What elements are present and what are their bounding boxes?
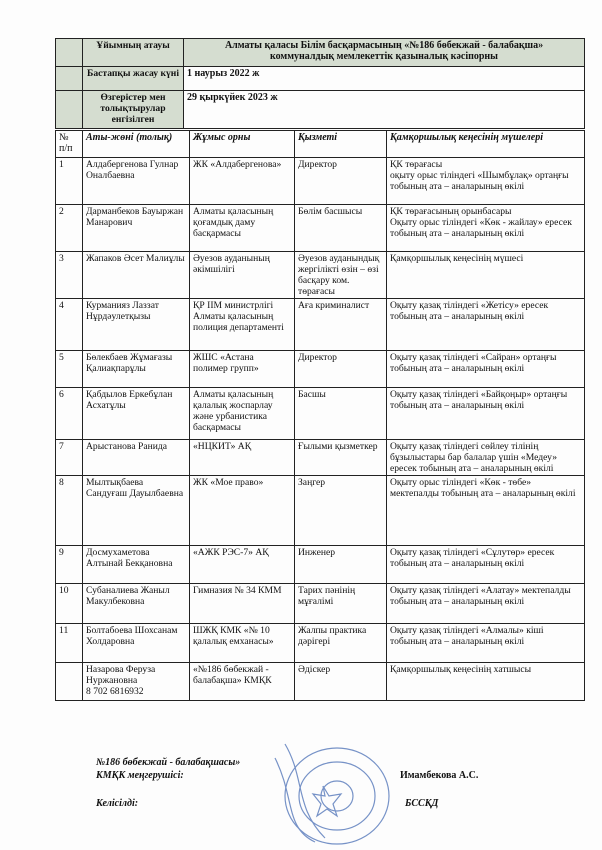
- cell-position: Әуезов ауданындық жергілікті өзін – өзі басқару ком. төрағасы: [295, 252, 387, 299]
- cell-position: Заңгер: [295, 476, 387, 546]
- table-row: [56, 252, 585, 299]
- cell-num: 11: [56, 624, 83, 663]
- cell-work: «НЦКИТ» АҚ: [190, 440, 295, 476]
- cell-name: Мылтықбаева Сандуғаш Дауылбаевна: [83, 476, 190, 546]
- cell-work: Гимназия № 34 КММ: [190, 584, 295, 624]
- cell-role: Оқыту қазақ тіліндегі «Байқоңыр» ортаңғы тобының ата – аналарының өкілі: [387, 388, 585, 440]
- table-row: [56, 476, 585, 546]
- col-header-num: № п/п: [56, 131, 83, 158]
- cell-work: «АЖК РЭС-7» АҚ: [190, 546, 295, 584]
- org-name-line-2: коммуналдық мемлекеттік қазыналық кәсіпорны: [269, 51, 498, 62]
- cell-role: Оқыту қазақ тіліндегі сөйлеу тілінің бұзылыстары бар балалар үшін «Медеу» ересек тобының ата – аналарының өкілі: [387, 440, 585, 476]
- cell-role: Оқыту қазақ тіліндегі «Сайран» ортаңғы тобының ата – аналарының өкілі: [387, 351, 585, 388]
- organization-info-table: [55, 38, 585, 129]
- cell-role: Оқыту қазақ тіліндегі «Алмалы» кіші тобының ата – аналарының өкілі: [387, 624, 585, 663]
- col-header-role: Қамқоршылық кеңесінің мүшелері: [387, 131, 585, 158]
- table-row: [56, 546, 585, 584]
- cell-name: Бөлекбаев Жұмағазы Қалиақпарұлы: [83, 351, 190, 388]
- cell-num: 3: [56, 252, 83, 299]
- table-row: [56, 624, 585, 663]
- cell-num: 1: [56, 158, 83, 205]
- org-name-row: [56, 39, 585, 67]
- org-name-label: Ұйымның атауы: [83, 39, 184, 67]
- cell-position: Аға криминалист: [295, 299, 387, 351]
- col-header-work: Жұмыс орны: [190, 131, 295, 158]
- cell-position: Директор: [295, 351, 387, 388]
- cell-name: Болтабоева Шохсанам Холдаровна: [83, 624, 190, 663]
- cell-name: Субаналиева Жаныл Макулбековна: [83, 584, 190, 624]
- table-row: [56, 584, 585, 624]
- start-date-row: [56, 67, 585, 91]
- cell-num: 8: [56, 476, 83, 546]
- director-name: Имамбекова А.С.: [400, 770, 479, 781]
- cell-num: 6: [56, 388, 83, 440]
- table-row: [56, 440, 585, 476]
- cell-role: Оқыту орыс тіліндегі «Көк - төбе» мектепалды тобының ата – аналарының өкілі: [387, 476, 585, 546]
- changes-date-value: 29 қыркүйек 2023 ж: [184, 91, 585, 129]
- table-row: [56, 158, 585, 205]
- cell-position: Басшы: [295, 388, 387, 440]
- cell-num: 5: [56, 351, 83, 388]
- cell-work: ЖШС «Астана полимер групп»: [190, 351, 295, 388]
- council-members-table: [55, 130, 585, 701]
- cell-name: Дарманбеков Бауыржан Манарович: [83, 205, 190, 252]
- cell-num: 10: [56, 584, 83, 624]
- start-date-label: Бастапқы жасау күні: [83, 67, 184, 91]
- org-name-value: [184, 39, 585, 67]
- cell-role: Оқыту қазақ тіліндегі «Алатау» мектепалды тобының ата – аналарының өкілі: [387, 584, 585, 624]
- cell-position: Инженер: [295, 546, 387, 584]
- cell-position: Ғылыми қызметкер: [295, 440, 387, 476]
- cell-name: Алдабергенова Гулнар Оналбаевна: [83, 158, 190, 205]
- agreed-label: Келісілді:: [96, 798, 139, 809]
- cell-position: Әдіскер: [295, 663, 387, 701]
- cell-num: 2: [56, 205, 83, 252]
- cell-role: Оқыту қазақ тіліндегі «Сұлутөр» ересек тобының ата – аналарының өкілі: [387, 546, 585, 584]
- cell-work: «№186 бөбекжай - балабақша» КМҚК: [190, 663, 295, 701]
- cell-num: 4: [56, 299, 83, 351]
- cell-role: Қамқоршылық кеңесінің хатшысы: [387, 663, 585, 701]
- changes-date-label: Өзгерістер мен толықтырулар енгізілген: [83, 91, 184, 129]
- cell-work: ЖК «Мое право»: [190, 476, 295, 546]
- cell-name: Арыстанова Ранида: [83, 440, 190, 476]
- cell-position: Тарих пәнінің мұғалімі: [295, 584, 387, 624]
- footer-org-line-1: №186 бөбекжай - балабақшасы»: [96, 757, 241, 768]
- cell-name: Курманияз Лаззат Нұрдәулетқызы: [83, 299, 190, 351]
- table-row: [56, 299, 585, 351]
- changes-date-row: [56, 91, 585, 129]
- cell-work: ЖК «Алдабергенова»: [190, 158, 295, 205]
- table-row: [56, 663, 585, 701]
- cell-num: [56, 663, 83, 701]
- agreed-value: БССҚД: [405, 798, 439, 809]
- table-row: [56, 205, 585, 252]
- footer-org-line-2: КМҚК меңгерушісі:: [96, 770, 184, 781]
- start-date-value: 1 наурыз 2022 ж: [184, 67, 585, 91]
- table-row: [56, 388, 585, 440]
- org-name-line-1: Алматы қаласы Білім басқармасының «№186 бөбекжай - балабақша»: [224, 40, 544, 51]
- cell-role: ҚК төрағасының орынбасары Оқыту орыс тіліндегі «Көк - жайлау» ересек тобының ата – аналарының өкілі: [387, 205, 585, 252]
- cell-position: Директор: [295, 158, 387, 205]
- cell-role: Қамқоршылық кеңесінің мүшесі: [387, 252, 585, 299]
- table-row: [56, 351, 585, 388]
- official-seal-stamp: [265, 738, 395, 846]
- cell-work: Алматы қаласының қалалық жоспарлау және урбанистика басқармасы: [190, 388, 295, 440]
- cell-role: ҚК төрағасы оқыту орыс тіліндегі «Шымбұлақ» ортаңғы тобының ата – аналарының өкілі: [387, 158, 585, 205]
- table-header-row: [56, 131, 585, 158]
- cell-work: ҚР ІІМ министрлігі Алматы қаласының полиция департаменті: [190, 299, 295, 351]
- col-header-name: Аты-жөні (толық): [83, 131, 190, 158]
- cell-name: Назарова Феруза Нуржановна 8 702 6816932: [83, 663, 190, 701]
- cell-name: Досмухаметова Алтынай Бекқановна: [83, 546, 190, 584]
- cell-work: Әуезов ауданының әкімшілігі: [190, 252, 295, 299]
- col-header-position: Қызметі: [295, 131, 387, 158]
- cell-position: Бөлім басшысы: [295, 205, 387, 252]
- cell-work: Алматы қаласының қоғамдық даму басқармасы: [190, 205, 295, 252]
- cell-name: Қабдылов Еркебұлан Асхатұлы: [83, 388, 190, 440]
- cell-role: Оқыту қазақ тіліндегі «Жетісу» ересек тобының ата – аналарының өкілі: [387, 299, 585, 351]
- cell-name: Жапаков Әсет Малиұлы: [83, 252, 190, 299]
- cell-work: ШЖҚ КМК «№ 10 қалалық емханасы»: [190, 624, 295, 663]
- cell-num: 7: [56, 440, 83, 476]
- cell-position: Жалпы практика дәрігері: [295, 624, 387, 663]
- cell-num: 9: [56, 546, 83, 584]
